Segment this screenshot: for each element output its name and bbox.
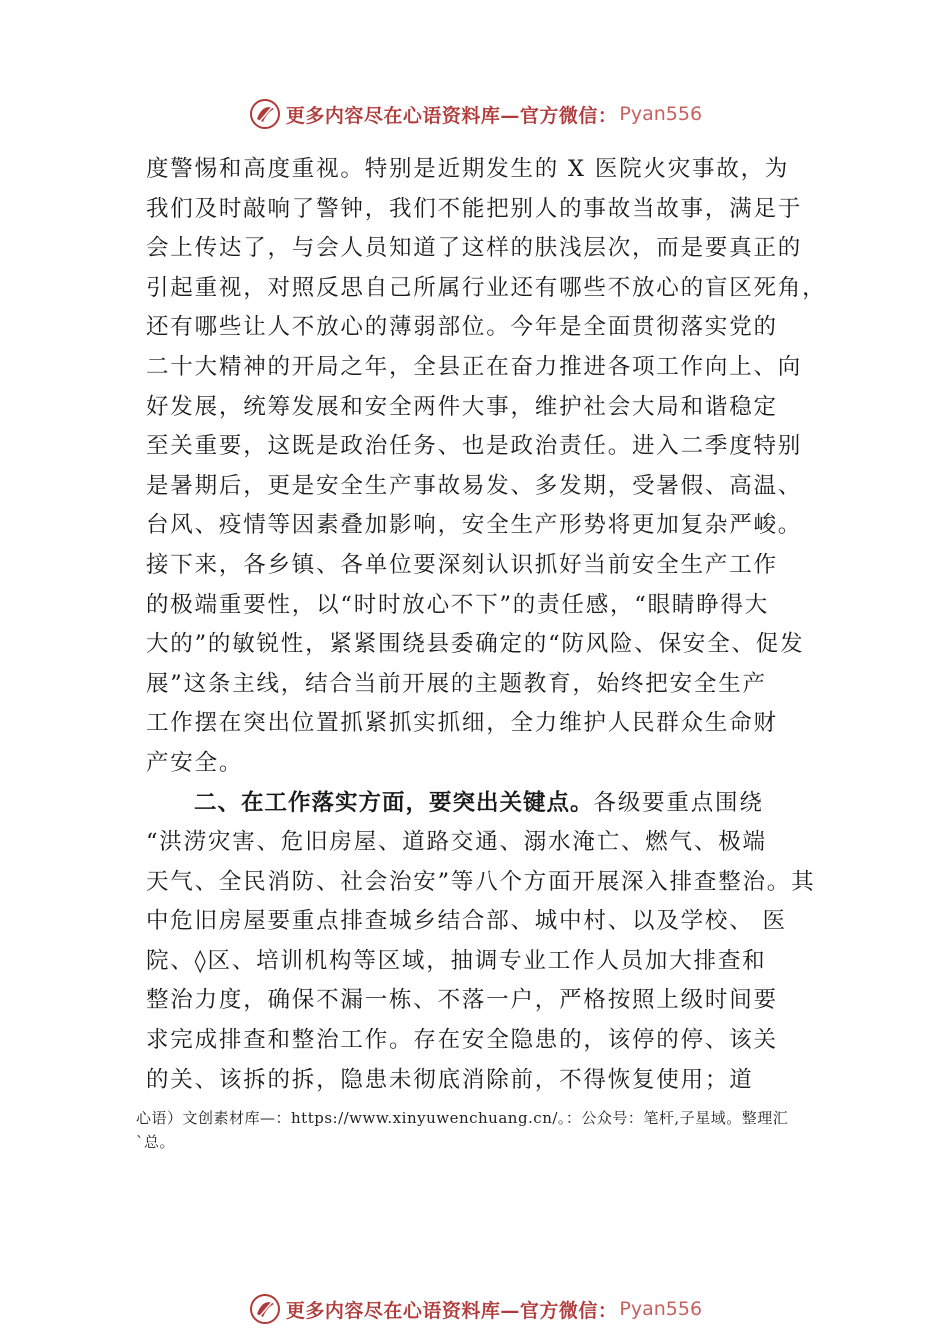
paragraph-line: 院、◊区、培训机构等区域，抽调专业工作人员加大排查和 [146,947,767,974]
paragraph-line: 我们及时敲响了警钟，我们不能把别人的事故当故事，满足于 [146,195,803,222]
paragraph-line: 的极端重要性，以“时时放心不下”的责任感，“眼睛睁得大 [146,591,770,618]
paragraph-line: “洪涝灾害、危旧房屋、道路交通、溺水淹亡、燃气、极端 [146,829,767,856]
paragraph-line: 大的”的敏锐性，紧紧围绕县委确定的“防风险、保安全、促发 [146,631,805,658]
footnote-line: `总。 [136,1133,176,1151]
banner-wechat-id: Pyan556 [619,1298,703,1320]
paragraph-line: 中危旧房屋要重点排查城乡结合部、城中村、以及学校、 医 [146,908,787,935]
section-heading-line [146,784,846,824]
paragraph-line: 会上传达了，与会人员知道了这样的肤浅层次，而是要真正的 [146,235,803,262]
paragraph-line: 展”这条主线，结合当前开展的主题教育，始终把安全生产 [146,670,767,697]
banner-text: 更多内容尽在心语资料库—官方微信： [285,1299,618,1322]
footnote [136,1106,856,1154]
paragraph-line: 求完成排查和整治工作。存在安全隐患的，该停的停、该关 [146,1027,778,1054]
seal-logo-icon [248,1292,282,1326]
paragraph-line: 是暑期后，更是安全生产事故易发、多发期，受暑假、高温、 [146,472,803,499]
banner-wechat-id: Pyan556 [619,103,703,125]
section-heading: 二、在工作落实方面，要突出关键点。 [194,789,594,816]
header-banner [0,94,950,134]
seal-logo-icon [248,97,282,131]
paragraph-line: 二十大精神的开局之年，全县正在奋力推进各项工作向上、向 [146,353,803,380]
section-heading-rest: 各级要重点围绕 [593,789,764,816]
paragraph-line: 产安全。 [146,749,244,776]
banner-text: 更多内容尽在心语资料库—官方微信： [285,104,618,127]
paragraph-line: 的关、该拆的拆，隐患未彻底消除前，不得恢复使用；道 [146,1066,754,1093]
paragraph-line: 整治力度，确保不漏一栋、不落一户，严格按照上级时间要 [146,987,778,1014]
paragraph-line: 度警惕和高度重视。特别是近期发生的 X 医院火灾事故，为 [146,156,790,182]
paragraph-line: 引起重视，对照反思自己所属行业还有哪些不放心的盲区死角， [146,274,827,301]
paragraph-line: 接下来，各乡镇、各单位要深刻认识抓好当前安全生产工作 [146,551,778,578]
paragraph-line: 天气、全民消防、社会治安”等八个方面开展深入排查整治。其 [146,868,816,895]
paragraph-line: 工作摆在突出位置抓紧抓实抓细，全力维护人民群众生命财 [146,710,778,737]
paragraph-line: 好发展，统筹发展和安全两件大事，维护社会大局和谐稳定 [146,393,778,420]
document-body [146,150,846,1100]
paragraph-line: 台风、疫情等因素叠加影响，安全生产形势将更加复杂严峻。 [146,512,803,539]
footnote-line: 心语）文创素材库—：https://www.xinyuwenchuang.cn/。：公众号：笔杆,子星域。整理汇 [136,1109,789,1127]
footer-banner [0,1289,950,1329]
paragraph-line: 至关重要，这既是政治任务、也是政治责任。进入二季度特别 [146,433,803,460]
paragraph-line: 还有哪些让人不放心的薄弱部位。今年是全面贯彻落实党的 [146,314,778,341]
